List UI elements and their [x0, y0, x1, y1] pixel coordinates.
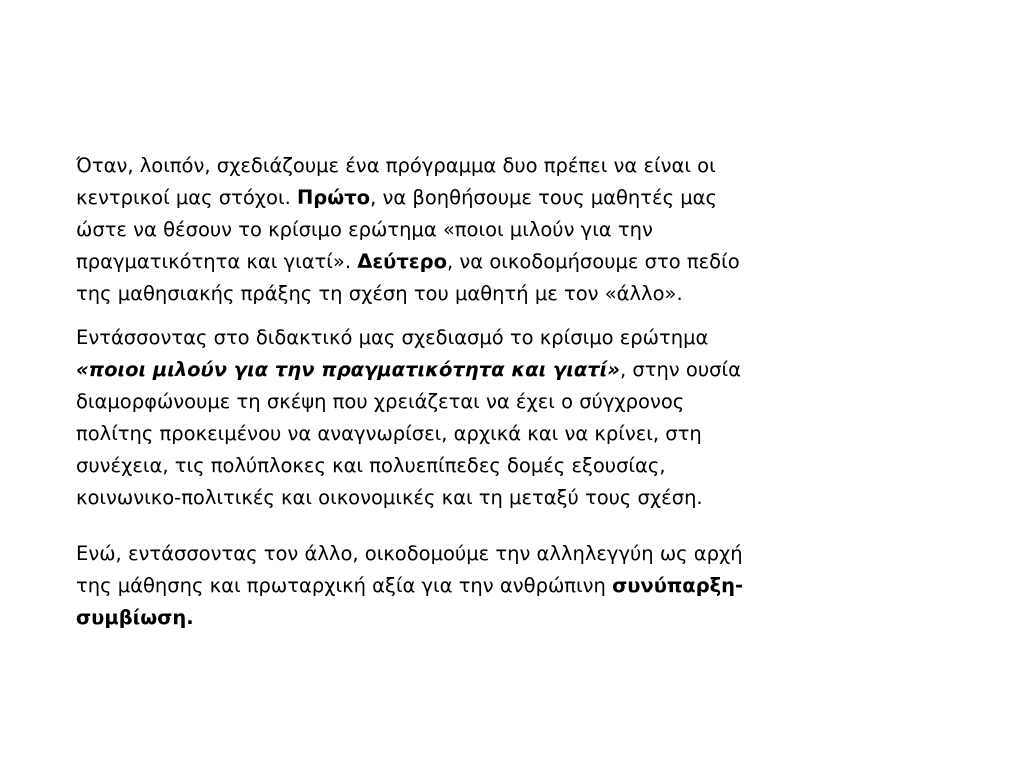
text-segment: κεντρικοί μας στόχοι. [76, 186, 297, 209]
paragraph-line [76, 246, 836, 278]
paragraph-line [76, 570, 836, 602]
text-segment: , να οικοδομήσουμε στο πεδίο [447, 250, 740, 273]
text-segment: , να βοηθήσουμε τους μαθητές μας [370, 186, 717, 209]
paragraph-line [76, 182, 836, 214]
paragraph-line: πολίτης προκειμένου να αναγνωρίσει, αρχικά και να κρίνει, στη [76, 422, 702, 445]
text-segment: , στην ουσία [619, 358, 741, 381]
paragraph-line: Ενώ, εντάσσοντας τον άλλο, οικοδομούμε την αλληλεγγύη ως αρχή [76, 542, 743, 565]
paragraph-line: Όταν, λοιπόν, σχεδιάζουμε ένα πρόγραμμα δυο πρέπει να είναι οι [76, 154, 716, 177]
paragraph-line: ώστε να θέσουν το κρίσιμο ερώτημα «ποιοι μιλούν για την [76, 218, 653, 241]
emphasis-second: Δεύτερο [357, 250, 448, 273]
paragraph-line: συμβίωση. [76, 606, 194, 629]
emphasis-first: Πρώτο [296, 186, 371, 209]
paragraph-line: της μαθησιακής πράξης τη σχέση του μαθητή με τον «άλλο». [76, 282, 683, 305]
paragraph-line: Εντάσσοντας στο διδακτικό μας σχεδιασμό το κρίσιμο ερώτημα [76, 326, 709, 349]
paragraph-line: διαμορφώνουμε τη σκέψη που χρειάζεται να έχει ο σύγχρονος [76, 390, 685, 413]
paragraph-goals [76, 150, 836, 310]
emphasis-coexistence: συνύπαρξη- [612, 574, 744, 597]
paragraph-line: κοινωνικο-πολιτικές και οικονομικές και τη μεταξύ τους σχέση. [76, 486, 703, 509]
text-segment: της μάθησης και πρωταρχική αξία για την ανθρώπινη [76, 574, 613, 597]
text-segment: πραγματικότητα και γιατί». [76, 250, 358, 273]
paragraph-solidarity [76, 538, 836, 634]
paragraph-critical-question [76, 322, 836, 514]
paragraph-line: συνέχεια, τις πολύπλοκες και πολυεπίπεδες δομές εξουσίας, [76, 454, 666, 477]
emphasis-question: «ποιοι μιλούν για την πραγματικότητα και γιατί» [76, 358, 620, 381]
paragraph-line [76, 354, 836, 386]
